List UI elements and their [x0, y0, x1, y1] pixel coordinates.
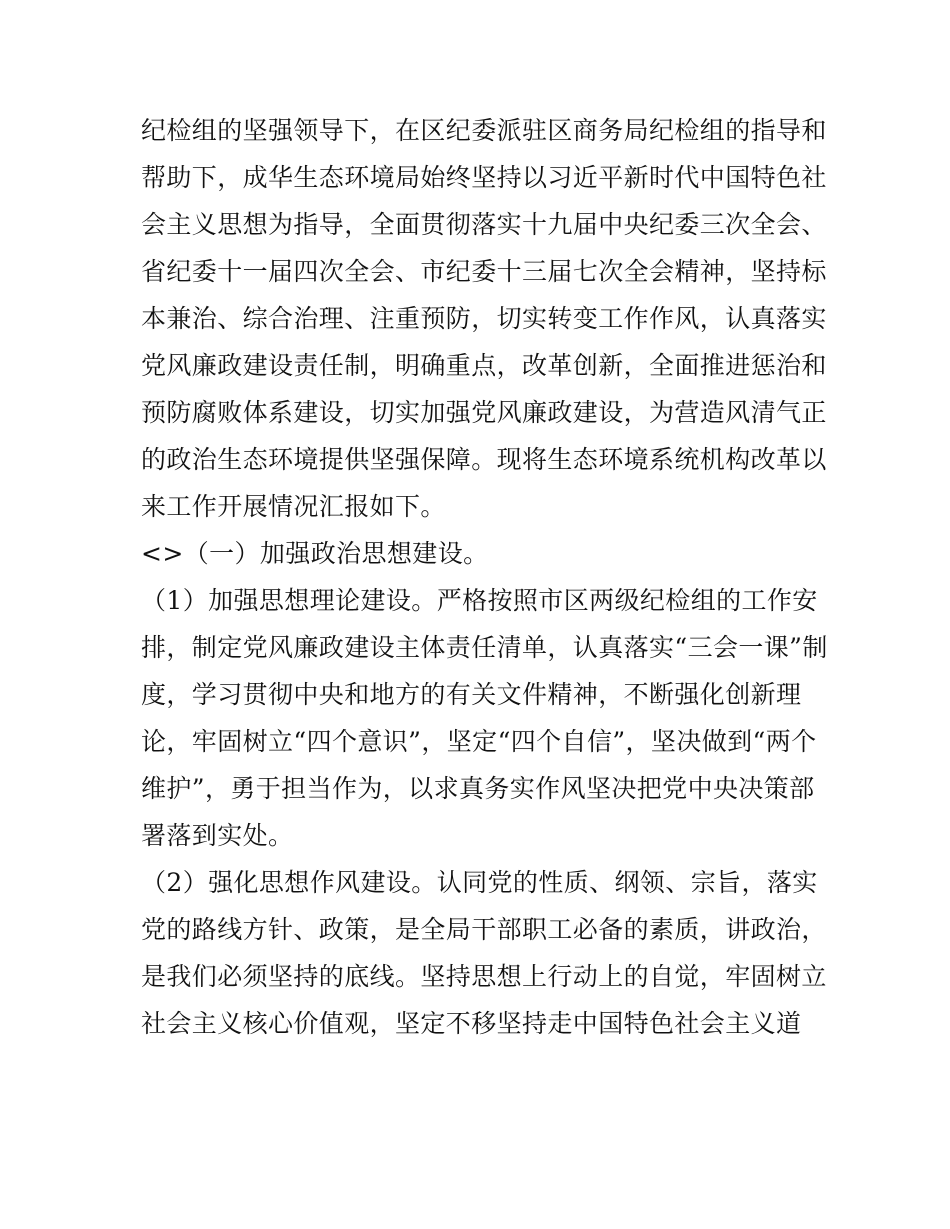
text-line: 排，制定党风廉政建设主体责任清单，认真落实“三会一课”制	[141, 633, 828, 662]
text-line: 预防腐败体系建设，切实加强党风廉政建设，为营造风清气正	[141, 398, 827, 427]
text-line: 本兼治、综合治理、注重预防，切实转变工作作风，认真落实	[141, 304, 827, 333]
body-text	[141, 107, 828, 1047]
text-line: 度，学习贯彻中央和地方的有关文件精神，不断强化创新理	[141, 680, 802, 709]
text-line: 帮助下，成华生态环境局始终坚持以习近平新时代中国特色社	[141, 163, 827, 192]
text-line: （1）加强思想理论建设。严格按照市区两级纪检组的工作安	[141, 586, 818, 615]
text-line: 省纪委十一届四次全会、市纪委十三届七次全会精神，坚持标	[141, 257, 827, 286]
text-line: 的政治生态环境提供坚强保障。现将生态环境系统机构改革以	[141, 445, 827, 474]
text-line: 社会主义核心价值观，坚定不移坚持走中国特色社会主义道	[141, 1009, 802, 1038]
text-line: 党风廉政建设责任制，明确重点，改革创新，全面推进惩治和	[141, 351, 827, 380]
text-line: 来工作开展情况汇报如下。	[141, 492, 446, 521]
text-line: （2）强化思想作风建设。认同党的性质、纲领、宗旨，落实	[141, 868, 818, 897]
text-line: 维护”，勇于担当作为，以求真务实作风坚决把党中央决策部	[141, 774, 815, 803]
text-line: 是我们必须坚持的底线。坚持思想上行动上的自觉，牢固树立	[141, 962, 827, 991]
text-line: 论，牢固树立“四个意识”，坚定“四个自信”，坚决做到“两个	[141, 727, 817, 756]
text-line: 会主义思想为指导，全面贯彻落实十九届中央纪委三次全会、	[141, 210, 827, 239]
text-line: 党的路线方针、政策，是全局干部职工必备的素质，讲政治，	[141, 915, 827, 944]
text-line: 纪检组的坚强领导下，在区纪委派驻区商务局纪检组的指导和	[141, 116, 827, 145]
section-heading: <>（一）加强政治思想建设。	[141, 539, 489, 568]
text-line: 署落到实处。	[141, 821, 294, 850]
